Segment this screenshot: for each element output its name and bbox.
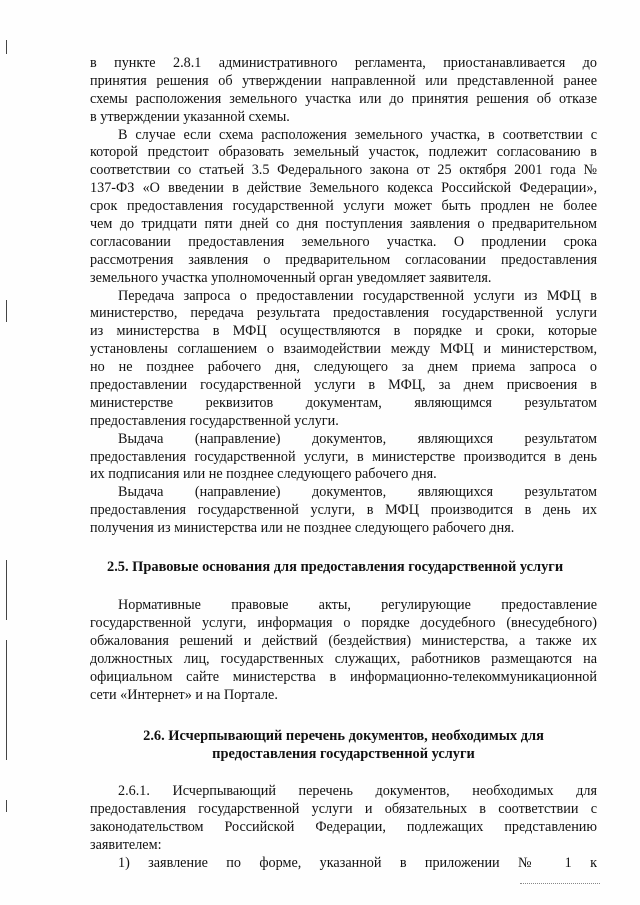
text-line: получения из министерства или не позднее следующего рабочего дня.	[90, 520, 515, 537]
text-line: Передача запроса о предоставлении государственной услуги из МФЦ в	[118, 287, 597, 304]
text-line: заявителем:	[90, 837, 162, 854]
text-line: рассмотрения заявления о предварительном согласовании предоставления	[90, 251, 597, 268]
text-line: 2.6.1. Исчерпывающий перечень документов, необходимых для	[118, 783, 597, 800]
paragraph-issuance-mfc	[90, 484, 597, 538]
scan-edge-mark	[6, 560, 7, 620]
text-line: принятия решения об утверждении направленной или представленной ранее	[90, 72, 597, 89]
text-line: в пункте 2.8.1 административного регламента, приостанавливается до	[90, 55, 597, 71]
text-line: министерство, передача результата предоставления государственной услуги	[90, 305, 597, 322]
text-line: законодательством Российской Федерации, подлежащих представлению	[90, 819, 597, 836]
text-line: 137-ФЗ «О введении в действие Земельного кодекса Российской Федерации»,	[90, 180, 597, 197]
text-line: чем до тридцати пяти дней со дня поступления заявления о предварительном	[90, 216, 597, 233]
text-line: земельного участка уполномоченный орган уведомляет заявителя.	[90, 269, 492, 286]
section-heading-2-5: 2.5. Правовые основания для предоставления государственной услуги	[107, 559, 564, 576]
text-line: соответствии со статьей 3.5 Федерального закона от 25 октября 2001 года №	[90, 162, 597, 179]
document-body	[90, 55, 597, 873]
text-line: схемы расположения земельного участка или до принятия решения об отказе	[90, 90, 597, 107]
section-heading-2-6	[90, 727, 597, 763]
text-line: из министерства в МФЦ осуществляются в порядке и сроки, которые	[90, 323, 597, 340]
section-heading-2-6-line1: 2.6. Исчерпывающий перечень документов, необходимых для	[143, 728, 544, 745]
text-line: их подписания или не позднее следующего рабочего дня.	[90, 466, 437, 483]
text-line: 1) заявление по форме, указанной в приложении № 1 к	[118, 854, 597, 871]
scan-edge-mark	[6, 300, 7, 322]
text-line: срок предоставления государственной услуги может быть продлен не более	[90, 198, 597, 215]
text-line: предоставления государственной услуги, в МФЦ производится в день их	[90, 502, 597, 519]
scan-edge-mark	[6, 40, 7, 54]
text-line: но не позднее рабочего дня, следующего за днем приема запроса о	[90, 359, 597, 376]
text-line: официальном сайте министерства в информационно-телекоммуникационной	[90, 668, 597, 685]
text-line: в утверждении указанной схемы.	[90, 108, 290, 125]
text-line: установлены соглашением о взаимодействии между МФЦ и министерством,	[90, 341, 597, 358]
text-line: В случае если схема расположения земельного участка, в соответствии с	[118, 126, 597, 143]
footer-dotted-line	[520, 883, 600, 884]
text-line: предоставления государственной услуги, в министерстве производится в день	[90, 448, 597, 465]
text-line: предоставлении государственной услуги в МФЦ, за днем присвоения в	[90, 377, 597, 394]
text-line: Выдача (направление) документов, являющихся результатом	[118, 430, 597, 447]
paragraph-suspension-continuation	[90, 55, 597, 127]
paragraph-legal-acts	[90, 597, 597, 704]
text-line: предоставления государственной услуги.	[90, 412, 339, 429]
text-line: обжалования решений и действий (бездействия) министерства, а также их	[90, 632, 597, 649]
paragraph-issuance-ministry	[90, 431, 597, 485]
paragraph-extension-term	[90, 127, 597, 288]
scan-edge-mark	[6, 800, 7, 812]
text-line: Нормативные правовые акты, регулирующие предоставление	[118, 597, 597, 614]
text-line: министерстве реквизитов документам, являющимся результатом	[90, 394, 597, 411]
scan-edge-mark	[6, 640, 7, 760]
text-line: предоставления государственной услуги и обязательных в соответствии с	[90, 801, 597, 818]
paragraph-mfc-transfer	[90, 288, 597, 431]
section-heading-2-6-line2: предоставления государственной услуги	[212, 746, 475, 763]
text-line: должностных лиц, государственных служащих, работников размещаются на	[90, 650, 597, 667]
paragraph-documents-list	[90, 783, 597, 872]
text-line: Выдача (направление) документов, являющихся результатом	[118, 484, 597, 501]
text-line: согласовании предоставления земельного участка. О продлении срока	[90, 233, 597, 250]
text-line: государственной услуги, информация о порядке досудебного (внесудебного)	[90, 614, 597, 631]
text-line: которой предстоит образовать земельный участок, подлежит согласованию в	[90, 144, 597, 161]
text-line: сети «Интернет» и на Портале.	[90, 686, 278, 703]
